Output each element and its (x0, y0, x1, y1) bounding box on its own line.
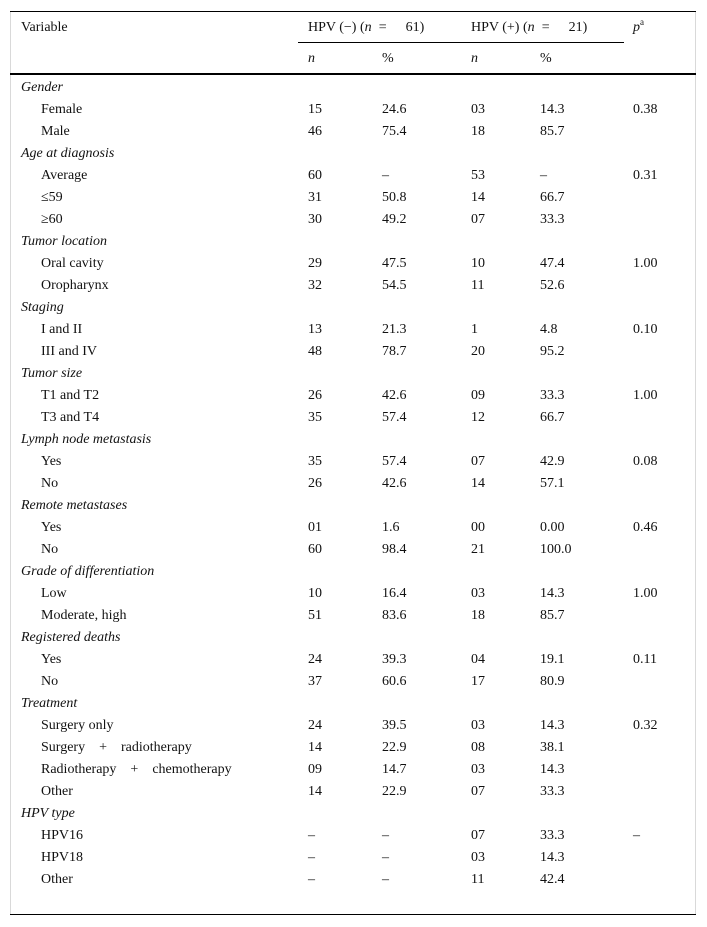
cell-n-hpv-neg: 01 (308, 520, 322, 535)
row-label: No (41, 542, 59, 557)
cell-p-value: – (633, 828, 640, 843)
cell-pct-hpv-neg: – (382, 872, 389, 887)
header-variable: Variable (21, 20, 68, 35)
cell-n-hpv-pos: 09 (471, 388, 485, 403)
row-label: III and IV (41, 344, 97, 359)
cell-p-value: 0.08 (633, 454, 658, 469)
cell-p-value: 0.31 (633, 168, 658, 183)
row-label: Yes (41, 454, 62, 469)
hpv-pos-header-rule (464, 42, 624, 43)
row-label: Oral cavity (41, 256, 104, 271)
cell-n-hpv-pos: 53 (471, 168, 485, 183)
cell-n-hpv-pos: 11 (471, 872, 485, 887)
cell-p-value: 1.00 (633, 388, 658, 403)
row-label: Oropharynx (41, 278, 109, 293)
cell-pct-hpv-pos: 38.1 (540, 740, 565, 755)
row-label: HPV16 (41, 828, 84, 843)
cell-pct-hpv-neg: 39.3 (382, 652, 407, 667)
cell-pct-hpv-pos: 66.7 (540, 190, 565, 205)
row-label: I and II (41, 322, 83, 337)
cell-n-hpv-pos: 12 (471, 410, 485, 425)
row-label: Radiotherapy + chemotherapy (41, 762, 232, 777)
cell-n-hpv-pos: 03 (471, 102, 485, 117)
hpv-neg-n: n (364, 20, 372, 35)
cell-n-hpv-neg: 26 (308, 476, 322, 491)
cell-n-hpv-neg: 24 (308, 718, 322, 733)
cell-pct-hpv-pos: 14.3 (540, 850, 565, 865)
cell-pct-hpv-pos: 52.6 (540, 278, 565, 293)
hpv-neg-count: 61) (405, 20, 425, 35)
row-label: T3 and T4 (41, 410, 100, 425)
cell-pct-hpv-neg: 57.4 (382, 410, 407, 425)
cell-pct-hpv-pos: 95.2 (540, 344, 565, 359)
row-label: Other (41, 872, 73, 887)
cell-pct-hpv-neg: 98.4 (382, 542, 407, 557)
cell-n-hpv-neg: – (308, 828, 315, 843)
cell-pct-hpv-neg: 50.8 (382, 190, 407, 205)
cell-pct-hpv-neg: 24.6 (382, 102, 407, 117)
row-label: No (41, 674, 59, 689)
cell-n-hpv-pos: 03 (471, 762, 485, 777)
group-heading: Grade of differentiation (21, 564, 155, 579)
cell-pct-hpv-neg: 14.7 (382, 762, 407, 777)
p-label: p (633, 20, 640, 35)
cell-n-hpv-neg: 13 (308, 322, 322, 337)
header-hpv-positive (471, 20, 587, 36)
row-label: Surgery only (41, 718, 114, 733)
cell-n-hpv-pos: 08 (471, 740, 485, 755)
cell-pct-hpv-pos: 14.3 (540, 718, 565, 733)
cell-n-hpv-neg: – (308, 850, 315, 865)
header-p-value (633, 17, 644, 36)
cell-n-hpv-neg: 26 (308, 388, 322, 403)
cell-pct-hpv-neg: 75.4 (382, 124, 407, 139)
hpv-neg-eq: = (378, 20, 387, 35)
cell-pct-hpv-pos: 47.4 (540, 256, 565, 271)
group-heading: Lymph node metastasis (21, 432, 152, 447)
subheader-n-neg: n (308, 51, 315, 66)
row-label: ≤59 (41, 190, 63, 205)
cell-n-hpv-neg: 29 (308, 256, 322, 271)
cell-n-hpv-neg: 60 (308, 542, 322, 557)
row-label: HPV18 (41, 850, 84, 865)
cell-pct-hpv-neg: 22.9 (382, 740, 407, 755)
cell-n-hpv-neg: 32 (308, 278, 322, 293)
row-label: T1 and T2 (41, 388, 100, 403)
cell-n-hpv-neg: 60 (308, 168, 322, 183)
cell-pct-hpv-pos: 0.00 (540, 520, 565, 535)
group-heading: Remote metastases (21, 498, 128, 513)
cell-pct-hpv-neg: – (382, 850, 389, 865)
subheader-pct-neg: % (382, 51, 394, 66)
cell-n-hpv-pos: 07 (471, 454, 485, 469)
group-heading: HPV type (21, 806, 75, 821)
cell-pct-hpv-pos: 42.4 (540, 872, 565, 887)
cell-p-value: 0.46 (633, 520, 658, 535)
cell-pct-hpv-neg: – (382, 828, 389, 843)
cell-pct-hpv-neg: 47.5 (382, 256, 407, 271)
hpv-pos-count: 21) (568, 20, 588, 35)
cell-n-hpv-pos: 11 (471, 278, 485, 293)
cell-pct-hpv-neg: 21.3 (382, 322, 407, 337)
group-heading: Staging (21, 300, 64, 315)
p-superscript: a (640, 17, 644, 27)
group-heading: Tumor location (21, 234, 107, 249)
cell-n-hpv-pos: 14 (471, 190, 485, 205)
cell-pct-hpv-neg: 54.5 (382, 278, 407, 293)
group-heading: Tumor size (21, 366, 83, 381)
cell-pct-hpv-neg: 16.4 (382, 586, 407, 601)
row-label: Average (41, 168, 88, 183)
cell-n-hpv-pos: 07 (471, 784, 485, 799)
row-label: Male (41, 124, 70, 139)
cell-pct-hpv-pos: 4.8 (540, 322, 558, 337)
cell-n-hpv-pos: 00 (471, 520, 485, 535)
cell-pct-hpv-neg: 83.6 (382, 608, 407, 623)
cell-pct-hpv-neg: 78.7 (382, 344, 407, 359)
row-label: Surgery + radiotherapy (41, 740, 192, 755)
hpv-neg-header-rule (298, 42, 464, 43)
row-label: Yes (41, 652, 62, 667)
cell-pct-hpv-pos: 33.3 (540, 388, 565, 403)
cell-n-hpv-pos: 03 (471, 586, 485, 601)
group-heading: Age at diagnosis (21, 146, 115, 161)
cell-pct-hpv-neg: 42.6 (382, 388, 407, 403)
cell-n-hpv-neg: 10 (308, 586, 322, 601)
cell-n-hpv-neg: 14 (308, 740, 322, 755)
cell-pct-hpv-pos: 85.7 (540, 608, 565, 623)
hpv-pos-label: HPV (+) ( (471, 20, 528, 35)
cell-n-hpv-pos: 03 (471, 718, 485, 733)
cell-p-value: 0.10 (633, 322, 658, 337)
cell-n-hpv-neg: 31 (308, 190, 322, 205)
cell-pct-hpv-pos: 33.3 (540, 784, 565, 799)
cell-n-hpv-neg: – (308, 872, 315, 887)
cell-n-hpv-neg: 46 (308, 124, 322, 139)
cell-pct-hpv-neg: 57.4 (382, 454, 407, 469)
cell-n-hpv-neg: 35 (308, 410, 322, 425)
cell-n-hpv-pos: 14 (471, 476, 485, 491)
cell-p-value: 0.38 (633, 102, 658, 117)
cell-pct-hpv-pos: 57.1 (540, 476, 565, 491)
row-label: Yes (41, 520, 62, 535)
cell-p-value: 1.00 (633, 256, 658, 271)
hpv-neg-label: HPV (−) ( (308, 20, 365, 35)
cell-n-hpv-neg: 30 (308, 212, 322, 227)
row-label: Other (41, 784, 73, 799)
cell-n-hpv-pos: 20 (471, 344, 485, 359)
group-heading: Treatment (21, 696, 78, 711)
bottom-rule (10, 914, 696, 915)
cell-pct-hpv-pos: 14.3 (540, 102, 565, 117)
cell-n-hpv-neg: 51 (308, 608, 322, 623)
cell-pct-hpv-pos: 42.9 (540, 454, 565, 469)
cell-n-hpv-neg: 37 (308, 674, 322, 689)
cell-pct-hpv-pos: – (540, 168, 547, 183)
cell-n-hpv-pos: 10 (471, 256, 485, 271)
row-label: Low (41, 586, 67, 601)
cell-pct-hpv-pos: 33.3 (540, 212, 565, 227)
cell-pct-hpv-pos: 80.9 (540, 674, 565, 689)
cell-n-hpv-pos: 03 (471, 850, 485, 865)
group-heading: Registered deaths (21, 630, 121, 645)
header-bottom-rule (10, 73, 696, 75)
cell-n-hpv-neg: 09 (308, 762, 322, 777)
cell-p-value: 1.00 (633, 586, 658, 601)
cell-n-hpv-pos: 17 (471, 674, 485, 689)
cell-pct-hpv-neg: 42.6 (382, 476, 407, 491)
cell-p-value: 0.11 (633, 652, 657, 667)
cell-n-hpv-pos: 07 (471, 828, 485, 843)
cell-pct-hpv-pos: 66.7 (540, 410, 565, 425)
row-label: Moderate, high (41, 608, 127, 623)
cell-n-hpv-pos: 18 (471, 124, 485, 139)
cell-pct-hpv-neg: 22.9 (382, 784, 407, 799)
hpv-pos-eq: = (541, 20, 550, 35)
cell-pct-hpv-pos: 100.0 (540, 542, 572, 557)
cell-pct-hpv-pos: 85.7 (540, 124, 565, 139)
row-label: Female (41, 102, 83, 117)
group-heading: Gender (21, 80, 63, 95)
cell-pct-hpv-pos: 14.3 (540, 762, 565, 777)
cell-pct-hpv-pos: 33.3 (540, 828, 565, 843)
cell-n-hpv-neg: 48 (308, 344, 322, 359)
cell-n-hpv-neg: 24 (308, 652, 322, 667)
cell-n-hpv-pos: 21 (471, 542, 485, 557)
cell-pct-hpv-neg: – (382, 168, 389, 183)
cell-pct-hpv-neg: 60.6 (382, 674, 407, 689)
cell-n-hpv-pos: 07 (471, 212, 485, 227)
header-hpv-negative (308, 20, 424, 36)
cell-p-value: 0.32 (633, 718, 658, 733)
row-label: No (41, 476, 59, 491)
cell-n-hpv-pos: 04 (471, 652, 485, 667)
cell-pct-hpv-pos: 19.1 (540, 652, 565, 667)
cell-n-hpv-pos: 18 (471, 608, 485, 623)
cell-pct-hpv-neg: 49.2 (382, 212, 407, 227)
cell-pct-hpv-pos: 14.3 (540, 586, 565, 601)
top-rule (10, 11, 696, 12)
subheader-n-pos: n (471, 51, 478, 66)
cell-n-hpv-neg: 35 (308, 454, 322, 469)
subheader-pct-pos: % (540, 51, 552, 66)
row-label: ≥60 (41, 212, 63, 227)
cell-pct-hpv-neg: 1.6 (382, 520, 400, 535)
hpv-pos-n: n (527, 20, 535, 35)
cell-n-hpv-neg: 14 (308, 784, 322, 799)
cell-pct-hpv-neg: 39.5 (382, 718, 407, 733)
cell-n-hpv-neg: 15 (308, 102, 322, 117)
cell-n-hpv-pos: 1 (471, 322, 478, 337)
